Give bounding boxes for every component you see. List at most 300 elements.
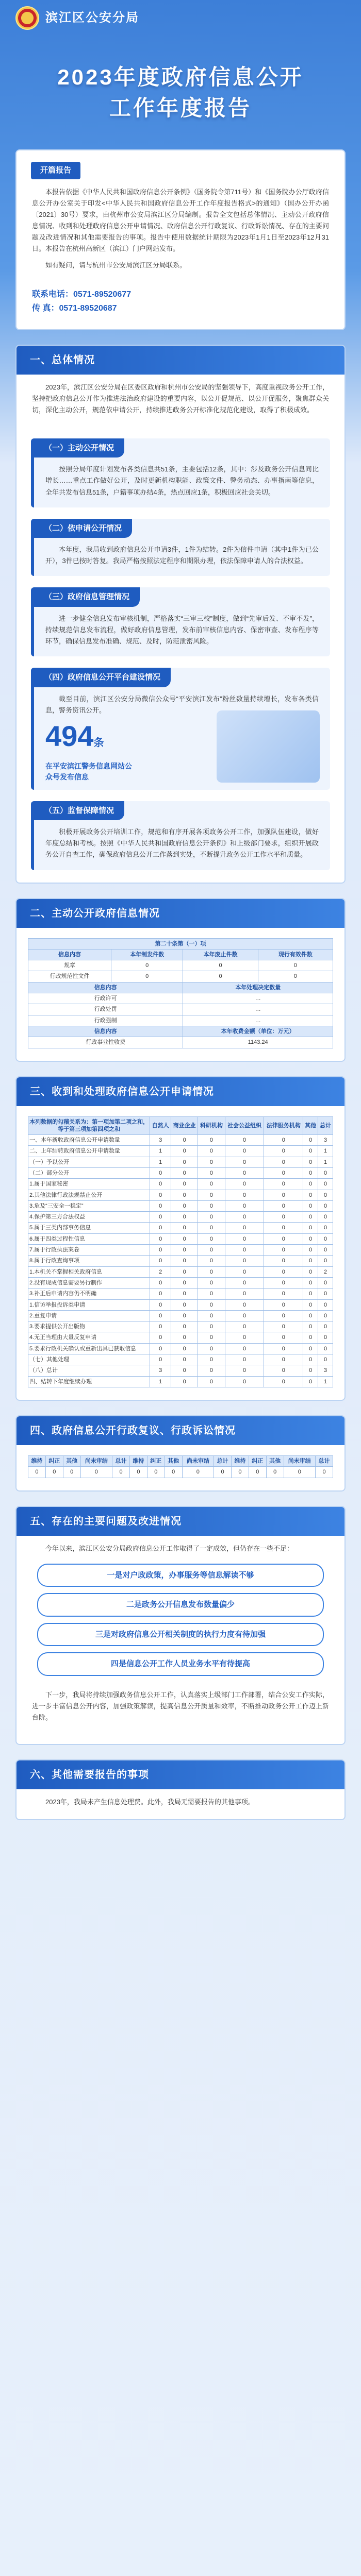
col-header: 本年收费金额（单位：万元）	[183, 1026, 333, 1037]
table-row	[28, 1190, 333, 1200]
cell: 0	[284, 1467, 315, 1478]
cell: 0	[171, 1289, 198, 1299]
col-header: 维持	[28, 1455, 46, 1466]
cell: 0	[171, 1233, 198, 1244]
table-row	[28, 1179, 333, 1190]
table-row	[28, 1289, 333, 1299]
cell: …	[183, 1004, 333, 1015]
cell: 0	[150, 1299, 171, 1310]
cell: …	[183, 1015, 333, 1026]
cell: 0	[264, 1289, 303, 1299]
col-header: 纠正	[45, 1455, 63, 1466]
cell: 0	[63, 1467, 80, 1478]
cell: 0	[249, 1467, 266, 1478]
col-header: 社会公益组织	[225, 1116, 264, 1135]
cell: 0	[225, 1146, 264, 1157]
cell: 0	[150, 1167, 171, 1178]
subsection-body: 按照分局年度计划发布各类信息共51条，主要包括12条，其中：涉及政务公开信息同比增长……重点工作做好公开，及时更新机构职能、政策文件、警务动态、办事指南等信息，全年共发布信息51条，户籍事项办结4条，热点回应1条，积极回应社会关切。	[45, 465, 319, 496]
cell: 0	[225, 1233, 264, 1244]
cell: 0	[225, 1343, 264, 1354]
phone-illustration	[217, 710, 320, 783]
cell: 0	[171, 1277, 198, 1288]
cell: 0	[171, 1157, 198, 1167]
cell: 3.补正后申请内容仍不明确	[28, 1289, 150, 1299]
cell: 0	[198, 1310, 225, 1321]
cell: 0	[183, 971, 258, 982]
cell: 0	[318, 1212, 333, 1223]
cell: 0	[303, 1135, 318, 1146]
cell: 0	[198, 1343, 225, 1354]
cell: 0	[303, 1223, 318, 1233]
cell: 0	[198, 1200, 225, 1211]
cell: 1	[318, 1157, 333, 1167]
cell: 0	[150, 1233, 171, 1244]
section-title: 四、政府信息公开行政复议、行政诉讼情况	[17, 1416, 344, 1445]
cell: 0	[150, 1343, 171, 1354]
cell: （二）部分公开	[28, 1167, 150, 1178]
cell: 0	[198, 1245, 225, 1256]
cell: 0	[171, 1376, 198, 1387]
cell: 2	[150, 1266, 171, 1277]
cell: 0	[318, 1167, 333, 1178]
cell: 0	[318, 1299, 333, 1310]
table-wrap	[17, 1445, 344, 1490]
intro-body	[17, 179, 344, 288]
table-row	[28, 1146, 333, 1157]
cell: 2.没有现成信息需要另行制作	[28, 1277, 150, 1288]
table-row	[28, 1212, 333, 1223]
cell: 0	[225, 1321, 264, 1332]
section-title: 五、存在的主要问题及改进情况	[17, 1507, 344, 1536]
stat-value: 494	[45, 719, 94, 752]
cell: 0	[225, 1167, 264, 1178]
cell: 0	[225, 1245, 264, 1256]
cell: 0	[171, 1135, 198, 1146]
section-other	[15, 1759, 346, 1820]
cell: 0	[171, 1256, 198, 1266]
col-header: 总计	[316, 1455, 333, 1466]
cell: 0	[318, 1223, 333, 1233]
cell: 0	[266, 1467, 284, 1478]
cell: 0	[318, 1200, 333, 1211]
section-title: 六、其他需要报告的事项	[17, 1760, 344, 1789]
subsection-body: 截至目前，滨江区公安分局微信公众号“平安滨江发布”粉丝数量持续增长，发布各类信息，警务资讯公开。	[45, 694, 319, 714]
subsection-title: （三）政府信息管理情况	[34, 587, 140, 607]
cell: 0	[198, 1365, 225, 1376]
stat-caption: 在平安滨江警务信息网站公众号发布信息	[45, 761, 132, 781]
cell: 0	[150, 1245, 171, 1256]
col-header: 总计	[112, 1455, 130, 1466]
problem-item: 三是对政府信息公开相关制度的执行力度有待加强	[37, 1623, 324, 1647]
cell: 0	[303, 1146, 318, 1157]
cell: 0	[225, 1332, 264, 1343]
cell: 0	[303, 1310, 318, 1321]
cell: 0	[147, 1467, 165, 1478]
col-header: 尚未审结	[182, 1455, 214, 1466]
cell: 0	[198, 1233, 225, 1244]
cell: 0	[171, 1190, 198, 1200]
cell: 0	[171, 1354, 198, 1365]
cell: 0	[303, 1179, 318, 1190]
cell: 0	[318, 1256, 333, 1266]
subsection-body: 进一步健全信息发布审核机制，严格落实“三审三校”制度，做到“先审后发、不审不发”，持续规范信息发布流程，做好政府信息管理，发布前审核信息内容、保密审查、发布程序等环节，确保信息发布准确、规范、及时，防范泄密风险。	[45, 614, 319, 645]
stat-unit: 条	[93, 737, 104, 749]
cell: 0	[225, 1289, 264, 1299]
subsection-title: （五）监督保障情况	[34, 801, 124, 821]
table-row	[28, 1256, 333, 1266]
table-row	[28, 1157, 333, 1167]
section-body: 今年以来，滨江区公安分局政府信息公开工作取得了一定成效，但仍存在一些不足：	[45, 1544, 294, 1552]
table-row	[28, 1004, 333, 1015]
cell: 0	[198, 1167, 225, 1178]
cell: 0	[303, 1289, 318, 1299]
cell: 0	[264, 1223, 303, 1233]
cell: 2	[318, 1266, 333, 1277]
cell: 行政处罚	[28, 1004, 183, 1015]
cell: 0	[198, 1266, 225, 1277]
cell: 0	[318, 1289, 333, 1299]
cell: 0	[303, 1200, 318, 1211]
cell: 0	[198, 1277, 225, 1288]
phone-label: 联系电话：	[32, 290, 74, 299]
cell: 0	[318, 1310, 333, 1321]
cell: 1.本机关不掌握相关政府信息	[28, 1266, 150, 1277]
cell: 0	[198, 1157, 225, 1167]
cell: 0	[198, 1179, 225, 1190]
cell: （七）其他处理	[28, 1354, 150, 1365]
subsection-management	[31, 587, 330, 656]
hero-banner	[0, 36, 361, 149]
problem-item: 一是对户政政策，办事服务等信息解读不够	[37, 1564, 324, 1587]
cell: 0	[303, 1190, 318, 1200]
cell: 0	[183, 960, 258, 971]
col-header: 其他	[266, 1455, 284, 1466]
cell: 0	[303, 1354, 318, 1365]
intro-card	[15, 149, 346, 330]
cell: 0	[198, 1212, 225, 1223]
cell: 0	[171, 1266, 198, 1277]
subsection-platform	[31, 668, 330, 790]
cell: 0	[264, 1190, 303, 1200]
cell: 0	[303, 1167, 318, 1178]
table-row	[28, 1299, 333, 1310]
subsection-title: （二）依申请公开情况	[34, 519, 132, 538]
cell: 0	[225, 1266, 264, 1277]
table-wrap	[17, 1106, 344, 1400]
cell: 0	[129, 1467, 147, 1478]
subsection-body: 积极开展政务公开培训工作，规范和有序开展各项政务公开工作，加强队伍建设，做好年度总结和考核。按照《中华人民共和国政府信息公开条例》和上级部门要求，组织开展政务公开自查工作，确保政府信息公开工作落到实处，不断提升政务公开工作水平和质量。	[45, 828, 319, 859]
cell: 0	[303, 1212, 318, 1223]
col-header: 本年制发件数	[111, 949, 183, 960]
cell: 0	[264, 1179, 303, 1190]
cell: 0	[171, 1167, 198, 1178]
col-header: 法律服务机构	[264, 1116, 303, 1135]
cell: 0	[150, 1310, 171, 1321]
cell: 0	[171, 1146, 198, 1157]
col-header: 其他	[63, 1455, 80, 1466]
col-header: 现行有效件数	[258, 949, 333, 960]
intro-tag: 开篇报告	[31, 162, 80, 179]
table-wrap	[17, 928, 344, 1061]
cell: 0	[28, 1467, 46, 1478]
report-title-line1: 2023年度政府信息公开	[57, 65, 304, 89]
cell: 0	[264, 1146, 303, 1157]
col-header: 维持	[231, 1455, 249, 1466]
requests-table	[28, 1116, 333, 1387]
cell: 四、结转下年度继续办理	[28, 1376, 150, 1387]
subsection-supervision	[31, 801, 330, 870]
cell: 0	[198, 1376, 225, 1387]
cell: 0	[318, 1245, 333, 1256]
top-header	[0, 0, 361, 36]
cell: 0	[150, 1223, 171, 1233]
subsection-request	[31, 519, 330, 577]
col-header: 维持	[129, 1455, 147, 1466]
cell: 0	[150, 1190, 171, 1200]
cell: 0	[171, 1200, 198, 1211]
col-header: 本年废止件数	[183, 949, 258, 960]
cell: 1	[150, 1146, 171, 1157]
cell: 0	[111, 960, 183, 971]
table-row	[28, 1343, 333, 1354]
police-badge-icon	[15, 6, 39, 30]
cell: 0	[264, 1277, 303, 1288]
cell: 0	[225, 1223, 264, 1233]
table-row	[28, 1167, 333, 1178]
section-active-disclosure	[15, 898, 346, 1062]
col-header: 尚未审结	[284, 1455, 315, 1466]
col-header: 信息内容	[28, 982, 183, 993]
cell: 0	[264, 1157, 303, 1167]
table-row	[28, 1321, 333, 1332]
report-title-line2: 工作年度报告	[109, 96, 252, 120]
cell: 0	[171, 1179, 198, 1190]
cell: 行政规范性文件	[28, 971, 111, 982]
cell: 3	[318, 1135, 333, 1146]
cell: 4.无正当理由大量反复申请	[28, 1332, 150, 1343]
section-body: 下一步，我局将持续加强政务信息公开工作，认真落实上级部门工作部署，结合公安工作实际，进一步丰富信息公开内容，加强政策解读，提高信息公开质量和效率，不断推动政务公开工作迈上新台阶。	[32, 1690, 329, 1721]
cell: 0	[150, 1277, 171, 1288]
cell: 0	[198, 1135, 225, 1146]
contact-info	[17, 287, 344, 329]
cell: 0	[258, 971, 333, 982]
cell: 0	[225, 1365, 264, 1376]
cell: 0	[264, 1233, 303, 1244]
cell: 0	[225, 1256, 264, 1266]
cell: 3	[318, 1365, 333, 1376]
cell: 1.信访举报投诉类申请	[28, 1299, 150, 1310]
subsection-active	[31, 438, 330, 507]
cell: 0	[264, 1256, 303, 1266]
phone-number: 0571-89520677	[73, 290, 132, 299]
col-header: 本列数据的勾稽关系为：第一项加第二项之和，等于第三项加第四项之和	[28, 1116, 150, 1135]
cell: 7.属于行政执法案卷	[28, 1245, 150, 1256]
cell: 0	[171, 1245, 198, 1256]
table-row	[28, 1135, 333, 1146]
cell: 5.属于三类内部事务信息	[28, 1223, 150, 1233]
section-problems	[15, 1506, 346, 1745]
table-row	[28, 960, 333, 971]
col-header: 自然人	[150, 1116, 171, 1135]
cell: 规章	[28, 960, 111, 971]
cell: 行政事业性收费	[28, 1037, 183, 1048]
cell: 0	[225, 1135, 264, 1146]
table-row	[28, 1354, 333, 1365]
org-name: 滨江区公安分局	[45, 10, 139, 25]
cell: 5.要求行政机关确认或重新出具已获取信息	[28, 1343, 150, 1354]
cell: 0	[225, 1157, 264, 1167]
col-header: 尚未审结	[80, 1455, 112, 1466]
cell: 行政许可	[28, 993, 183, 1004]
table-row	[28, 1376, 333, 1387]
cell: 0	[198, 1256, 225, 1266]
cell: 0	[303, 1157, 318, 1167]
cell: 2.重复申请	[28, 1310, 150, 1321]
cell: 0	[198, 1289, 225, 1299]
cell: 0	[303, 1233, 318, 1244]
cell: （一）予以公开	[28, 1157, 150, 1167]
cell: 0	[214, 1467, 232, 1478]
cell: 8.属于行政查询事项	[28, 1256, 150, 1266]
cell: 0	[150, 1179, 171, 1190]
cell: 0	[198, 1332, 225, 1343]
cell: 0	[198, 1321, 225, 1332]
subsection-title: （四）政府信息公开平台建设情况	[34, 668, 171, 687]
cell: 0	[303, 1277, 318, 1288]
cell: 0	[198, 1299, 225, 1310]
col-header: 总计	[318, 1116, 333, 1135]
cell: 0	[264, 1135, 303, 1146]
table-row	[28, 993, 333, 1004]
cell: 0	[303, 1376, 318, 1387]
table-row	[28, 1223, 333, 1233]
cell: 1	[150, 1157, 171, 1167]
table-row	[28, 1310, 333, 1321]
cell: 0	[171, 1223, 198, 1233]
table-row	[28, 1233, 333, 1244]
col-header: 总计	[214, 1455, 232, 1466]
cell: 0	[111, 971, 183, 982]
cell: 0	[225, 1200, 264, 1211]
cell: 4.保护第三方合法权益	[28, 1212, 150, 1223]
cell: 一、本年新收政府信息公开申请数量	[28, 1135, 150, 1146]
section-title: 三、收到和处理政府信息公开申请情况	[17, 1077, 344, 1106]
fax-number: 0571-89520687	[59, 304, 117, 313]
cell: 0	[225, 1190, 264, 1200]
cell: 0	[264, 1365, 303, 1376]
col-header: 其他	[303, 1116, 318, 1135]
cell: …	[183, 993, 333, 1004]
cell: 0	[45, 1467, 63, 1478]
cell: 0	[303, 1365, 318, 1376]
cell: 6.属于四类过程性信息	[28, 1233, 150, 1244]
table-row	[28, 1277, 333, 1288]
table-row	[28, 1037, 333, 1048]
cell: 0	[150, 1289, 171, 1299]
col-header: 纠正	[147, 1455, 165, 1466]
cell: 1143.24	[183, 1037, 333, 1048]
subsection-title: （一）主动公开情况	[34, 438, 124, 458]
cell: 0	[150, 1200, 171, 1211]
cell: 0	[264, 1299, 303, 1310]
cell: 0	[150, 1332, 171, 1343]
table-row	[28, 1200, 333, 1211]
table-row	[28, 1245, 333, 1256]
cell: 0	[225, 1179, 264, 1190]
table-row	[28, 1365, 333, 1376]
table-row	[28, 1015, 333, 1026]
cell: 0	[264, 1310, 303, 1321]
cell: 3.要求提供公开出版物	[28, 1321, 150, 1332]
cell: 0	[225, 1299, 264, 1310]
col-header: 纠正	[249, 1455, 266, 1466]
cell: 0	[318, 1277, 333, 1288]
cell: 0	[225, 1354, 264, 1365]
cell: 0	[165, 1467, 182, 1478]
cell: 0	[318, 1354, 333, 1365]
cell: 0	[258, 960, 333, 971]
cell: 0	[198, 1223, 225, 1233]
cell: 0	[171, 1365, 198, 1376]
cell: 二、上年结转政府信息公开申请数量	[28, 1146, 150, 1157]
fax-label: 传 真：	[32, 304, 59, 313]
cell: 0	[264, 1245, 303, 1256]
table-row	[28, 1332, 333, 1343]
cell: 0	[198, 1190, 225, 1200]
cell: 0	[264, 1354, 303, 1365]
section-title: 一、总体情况	[17, 346, 344, 375]
cell: 0	[303, 1266, 318, 1277]
cell: 0	[150, 1212, 171, 1223]
table-row	[28, 1266, 333, 1277]
cell: 0	[80, 1467, 112, 1478]
cell: 0	[182, 1467, 214, 1478]
section-title: 二、主动公开政府信息情况	[17, 899, 344, 928]
cell: 0	[150, 1256, 171, 1266]
cell: 0	[171, 1310, 198, 1321]
cell: 0	[303, 1321, 318, 1332]
cell: 0	[264, 1321, 303, 1332]
cell: 0	[264, 1343, 303, 1354]
table-row	[28, 971, 333, 982]
cell: 1	[150, 1376, 171, 1387]
cell: 0	[225, 1310, 264, 1321]
col-header: 科研机构	[198, 1116, 225, 1135]
cell: 0	[316, 1467, 333, 1478]
section-overall	[15, 345, 346, 884]
col-header: 信息内容	[28, 949, 111, 960]
cell: 0	[318, 1233, 333, 1244]
table-group-header: 第二十条第（一）项	[28, 938, 333, 949]
problem-item: 四是信息公开工作人员业务水平有待提高	[37, 1652, 324, 1676]
cell: 1.属于国家秘密	[28, 1179, 150, 1190]
cell: 0	[171, 1332, 198, 1343]
subsection-body: 本年度，我局收到政府信息公开申请3件，1件为结转。2件为信件申请（其中1件为已公开），3件已按时答复。我局严格按照法定程序和期限办理，依法保障申请人的合法权益。	[45, 546, 319, 565]
cell: 0	[264, 1212, 303, 1223]
review-table	[28, 1455, 333, 1478]
cell: 3	[150, 1135, 171, 1146]
cell: 0	[150, 1354, 171, 1365]
cell: 0	[225, 1376, 264, 1387]
cell: 1	[318, 1376, 333, 1387]
cell: 0	[231, 1467, 249, 1478]
col-header: 商业企业	[171, 1116, 198, 1135]
intro-contact-note: 如有疑问，请与杭州市公安局滨江区分局联系。	[45, 261, 187, 269]
cell: 0	[303, 1256, 318, 1266]
section-body: 2023年，我局未产生信息处理费。此外，我局无需要报告的其他事项。	[45, 1798, 255, 1806]
cell: 0	[171, 1321, 198, 1332]
table-row	[28, 1467, 333, 1478]
